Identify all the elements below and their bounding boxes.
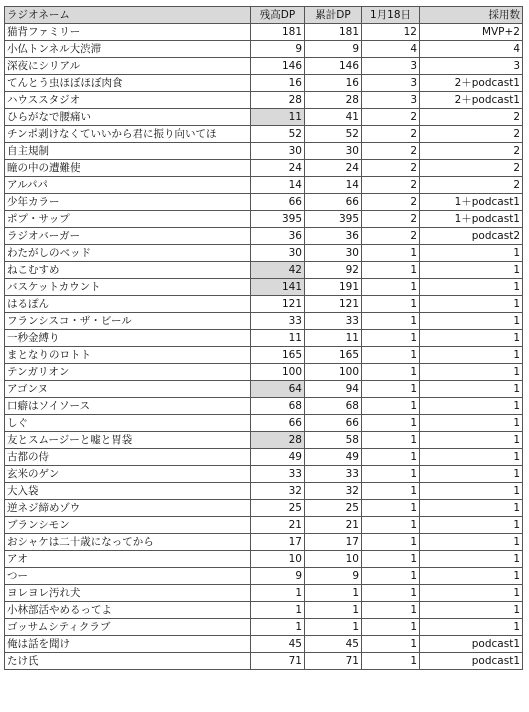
table-row: [5, 279, 523, 296]
table-row: [5, 228, 523, 245]
jan18-cell: 1: [362, 483, 420, 500]
balance-dp-cell: 181: [251, 24, 305, 41]
name-cell: ポプ・サップ: [5, 211, 251, 228]
total-dp-cell: 68: [305, 398, 362, 415]
table-row: [5, 364, 523, 381]
total-dp-cell: 11: [305, 330, 362, 347]
balance-dp-cell: 24: [251, 160, 305, 177]
name-cell: ゴッサムシティクラブ: [5, 619, 251, 636]
table-row: [5, 58, 523, 75]
balance-dp-cell: 68: [251, 398, 305, 415]
balance-dp-cell: 141: [251, 279, 305, 296]
table-row: [5, 296, 523, 313]
jan18-cell: 1: [362, 279, 420, 296]
jan18-cell: 1: [362, 602, 420, 619]
adopted-count-cell: 1: [420, 500, 523, 517]
table-row: [5, 585, 523, 602]
balance-dp-cell: 52: [251, 126, 305, 143]
name-cell: ハウススタジオ: [5, 92, 251, 109]
jan18-cell: 1: [362, 364, 420, 381]
total-dp-cell: 33: [305, 313, 362, 330]
jan18-cell: 1: [362, 296, 420, 313]
balance-dp-cell: 1: [251, 619, 305, 636]
adopted-count-cell: 1: [420, 449, 523, 466]
table-row: [5, 109, 523, 126]
adopted-count-cell: 1: [420, 517, 523, 534]
jan18-cell: 1: [362, 381, 420, 398]
name-cell: わたがしのベッド: [5, 245, 251, 262]
adopted-count-cell: 1: [420, 534, 523, 551]
table-row: [5, 517, 523, 534]
table-row: [5, 177, 523, 194]
name-cell: 猫背ファミリー: [5, 24, 251, 41]
adopted-count-cell: 1: [420, 279, 523, 296]
adopted-count-cell: 1: [420, 262, 523, 279]
name-cell: フランシスコ・ザ・ビール: [5, 313, 251, 330]
name-cell: 古都の侍: [5, 449, 251, 466]
adopted-count-cell: 1: [420, 245, 523, 262]
jan18-cell: 1: [362, 636, 420, 653]
adopted-count-cell: 2: [420, 177, 523, 194]
total-dp-cell: 181: [305, 24, 362, 41]
balance-dp-cell: 395: [251, 211, 305, 228]
balance-dp-cell: 11: [251, 109, 305, 126]
jan18-cell: 1: [362, 245, 420, 262]
total-dp-cell: 66: [305, 415, 362, 432]
balance-dp-cell: 10: [251, 551, 305, 568]
total-dp-cell: 30: [305, 143, 362, 160]
adopted-count-cell: 1: [420, 551, 523, 568]
total-dp-cell: 52: [305, 126, 362, 143]
balance-dp-cell: 66: [251, 194, 305, 211]
jan18-cell: 4: [362, 41, 420, 58]
balance-dp-cell: 16: [251, 75, 305, 92]
adopted-count-cell: 4: [420, 41, 523, 58]
total-dp-cell: 66: [305, 194, 362, 211]
name-cell: 小林部活やめるってよ: [5, 602, 251, 619]
total-dp-cell: 21: [305, 517, 362, 534]
balance-dp-cell: 45: [251, 636, 305, 653]
table-row: [5, 262, 523, 279]
balance-dp-cell: 28: [251, 92, 305, 109]
jan18-cell: 1: [362, 398, 420, 415]
name-cell: ラジオバーガー: [5, 228, 251, 245]
table-row: [5, 466, 523, 483]
jan18-cell: 1: [362, 330, 420, 347]
header-jan18: 1月18日: [362, 7, 420, 24]
name-cell: つー: [5, 568, 251, 585]
jan18-cell: 1: [362, 551, 420, 568]
name-cell: バスケットカウント: [5, 279, 251, 296]
total-dp-cell: 14: [305, 177, 362, 194]
adopted-count-cell: 3: [420, 58, 523, 75]
table-row: [5, 92, 523, 109]
name-cell: 深夜にシリアル: [5, 58, 251, 75]
table-row: [5, 330, 523, 347]
jan18-cell: 1: [362, 568, 420, 585]
balance-dp-cell: 14: [251, 177, 305, 194]
total-dp-cell: 41: [305, 109, 362, 126]
adopted-count-cell: 1: [420, 296, 523, 313]
balance-dp-cell: 36: [251, 228, 305, 245]
table-row: [5, 551, 523, 568]
jan18-cell: 1: [362, 347, 420, 364]
total-dp-cell: 94: [305, 381, 362, 398]
total-dp-cell: 191: [305, 279, 362, 296]
jan18-cell: 2: [362, 109, 420, 126]
total-dp-cell: 32: [305, 483, 362, 500]
jan18-cell: 1: [362, 517, 420, 534]
jan18-cell: 2: [362, 228, 420, 245]
table-row: [5, 483, 523, 500]
table-row: [5, 211, 523, 228]
total-dp-cell: 1: [305, 619, 362, 636]
table-row: [5, 432, 523, 449]
jan18-cell: 12: [362, 24, 420, 41]
name-cell: チンポ剥けなくていいから君に振り向いてほ: [5, 126, 251, 143]
adopted-count-cell: 1: [420, 381, 523, 398]
balance-dp-cell: 25: [251, 500, 305, 517]
jan18-cell: 1: [362, 653, 420, 670]
balance-dp-cell: 9: [251, 41, 305, 58]
total-dp-cell: 49: [305, 449, 362, 466]
balance-dp-cell: 28: [251, 432, 305, 449]
table-row: [5, 381, 523, 398]
table-row: [5, 313, 523, 330]
name-cell: はるぽん: [5, 296, 251, 313]
adopted-count-cell: podcast1: [420, 636, 523, 653]
jan18-cell: 3: [362, 75, 420, 92]
table-row: [5, 245, 523, 262]
table-row: [5, 619, 523, 636]
total-dp-cell: 24: [305, 160, 362, 177]
table-row: [5, 534, 523, 551]
name-cell: てんとう虫ほぼほぼ肉食: [5, 75, 251, 92]
total-dp-cell: 1: [305, 585, 362, 602]
total-dp-cell: 395: [305, 211, 362, 228]
balance-dp-cell: 64: [251, 381, 305, 398]
name-cell: ブランシモン: [5, 517, 251, 534]
total-dp-cell: 121: [305, 296, 362, 313]
balance-dp-cell: 33: [251, 313, 305, 330]
jan18-cell: 1: [362, 262, 420, 279]
balance-dp-cell: 17: [251, 534, 305, 551]
name-cell: 瞳の中の遭難使: [5, 160, 251, 177]
balance-dp-cell: 165: [251, 347, 305, 364]
name-cell: テンガリオン: [5, 364, 251, 381]
header-balance-dp: 残高DP: [251, 7, 305, 24]
name-cell: まとなりのロトト: [5, 347, 251, 364]
total-dp-cell: 45: [305, 636, 362, 653]
radio-name-table: [4, 6, 523, 670]
adopted-count-cell: 1: [420, 585, 523, 602]
jan18-cell: 2: [362, 160, 420, 177]
name-cell: アルパパ: [5, 177, 251, 194]
name-cell: ねこむすめ: [5, 262, 251, 279]
balance-dp-cell: 146: [251, 58, 305, 75]
total-dp-cell: 71: [305, 653, 362, 670]
name-cell: 少年カラー: [5, 194, 251, 211]
total-dp-cell: 9: [305, 41, 362, 58]
jan18-cell: 2: [362, 194, 420, 211]
balance-dp-cell: 30: [251, 143, 305, 160]
balance-dp-cell: 11: [251, 330, 305, 347]
jan18-cell: 1: [362, 619, 420, 636]
total-dp-cell: 100: [305, 364, 362, 381]
adopted-count-cell: 2: [420, 160, 523, 177]
adopted-count-cell: 1＋podcast1: [420, 194, 523, 211]
adopted-count-cell: podcast2: [420, 228, 523, 245]
name-cell: 口癖はソイソース: [5, 398, 251, 415]
balance-dp-cell: 21: [251, 517, 305, 534]
name-cell: アオ: [5, 551, 251, 568]
jan18-cell: 3: [362, 58, 420, 75]
name-cell: アゴンヌ: [5, 381, 251, 398]
adopted-count-cell: 2＋podcast1: [420, 92, 523, 109]
adopted-count-cell: 1: [420, 602, 523, 619]
name-cell: おシャケは二十歳になってから: [5, 534, 251, 551]
table-row: [5, 160, 523, 177]
jan18-cell: 1: [362, 449, 420, 466]
balance-dp-cell: 66: [251, 415, 305, 432]
name-cell: たけ氏: [5, 653, 251, 670]
total-dp-cell: 58: [305, 432, 362, 449]
jan18-cell: 1: [362, 415, 420, 432]
adopted-count-cell: 2＋podcast1: [420, 75, 523, 92]
adopted-count-cell: 1: [420, 483, 523, 500]
name-cell: 友とスムージーと嘘と胃袋: [5, 432, 251, 449]
jan18-cell: 3: [362, 92, 420, 109]
jan18-cell: 1: [362, 500, 420, 517]
adopted-count-cell: 1: [420, 347, 523, 364]
jan18-cell: 1: [362, 432, 420, 449]
name-cell: ヨレヨレ汚れ犬: [5, 585, 251, 602]
balance-dp-cell: 30: [251, 245, 305, 262]
adopted-count-cell: 1: [420, 330, 523, 347]
adopted-count-cell: 1: [420, 466, 523, 483]
total-dp-cell: 10: [305, 551, 362, 568]
adopted-count-cell: 1: [420, 364, 523, 381]
balance-dp-cell: 9: [251, 568, 305, 585]
total-dp-cell: 17: [305, 534, 362, 551]
adopted-count-cell: 1＋podcast1: [420, 211, 523, 228]
table-row: [5, 75, 523, 92]
table-row: [5, 24, 523, 41]
total-dp-cell: 36: [305, 228, 362, 245]
balance-dp-cell: 32: [251, 483, 305, 500]
header-adopted-count: 採用数: [420, 7, 523, 24]
adopted-count-cell: 1: [420, 432, 523, 449]
total-dp-cell: 146: [305, 58, 362, 75]
table-row: [5, 126, 523, 143]
total-dp-cell: 92: [305, 262, 362, 279]
jan18-cell: 2: [362, 143, 420, 160]
header-radio-name: ラジオネーム: [5, 7, 251, 24]
name-cell: 逆ネジ締めゾウ: [5, 500, 251, 517]
balance-dp-cell: 33: [251, 466, 305, 483]
jan18-cell: 2: [362, 126, 420, 143]
jan18-cell: 1: [362, 313, 420, 330]
balance-dp-cell: 1: [251, 585, 305, 602]
table-row: [5, 143, 523, 160]
total-dp-cell: 28: [305, 92, 362, 109]
table-row: [5, 347, 523, 364]
name-cell: 大入袋: [5, 483, 251, 500]
table-row: [5, 41, 523, 58]
adopted-count-cell: MVP+2: [420, 24, 523, 41]
balance-dp-cell: 121: [251, 296, 305, 313]
balance-dp-cell: 1: [251, 602, 305, 619]
jan18-cell: 2: [362, 211, 420, 228]
adopted-count-cell: podcast1: [420, 653, 523, 670]
table-row: [5, 636, 523, 653]
adopted-count-cell: 1: [420, 568, 523, 585]
table-row: [5, 449, 523, 466]
name-cell: 小仏トンネル大渋滞: [5, 41, 251, 58]
name-cell: 玄米のゲン: [5, 466, 251, 483]
header-row: [5, 7, 523, 24]
total-dp-cell: 16: [305, 75, 362, 92]
balance-dp-cell: 42: [251, 262, 305, 279]
adopted-count-cell: 2: [420, 109, 523, 126]
name-cell: ひらがなで腰痛い: [5, 109, 251, 126]
adopted-count-cell: 1: [420, 415, 523, 432]
jan18-cell: 2: [362, 177, 420, 194]
table-row: [5, 602, 523, 619]
balance-dp-cell: 100: [251, 364, 305, 381]
adopted-count-cell: 2: [420, 143, 523, 160]
table-row: [5, 653, 523, 670]
total-dp-cell: 33: [305, 466, 362, 483]
adopted-count-cell: 1: [420, 398, 523, 415]
table-row: [5, 194, 523, 211]
table-row: [5, 415, 523, 432]
header-total-dp: 累計DP: [305, 7, 362, 24]
jan18-cell: 1: [362, 534, 420, 551]
jan18-cell: 1: [362, 466, 420, 483]
name-cell: 俺は話を聞け: [5, 636, 251, 653]
total-dp-cell: 25: [305, 500, 362, 517]
balance-dp-cell: 49: [251, 449, 305, 466]
total-dp-cell: 1: [305, 602, 362, 619]
name-cell: 自主規制: [5, 143, 251, 160]
jan18-cell: 1: [362, 585, 420, 602]
balance-dp-cell: 71: [251, 653, 305, 670]
total-dp-cell: 30: [305, 245, 362, 262]
table-row: [5, 568, 523, 585]
adopted-count-cell: 1: [420, 619, 523, 636]
total-dp-cell: 165: [305, 347, 362, 364]
adopted-count-cell: 2: [420, 126, 523, 143]
name-cell: しぐ: [5, 415, 251, 432]
name-cell: 一秒金縛り: [5, 330, 251, 347]
table-row: [5, 500, 523, 517]
total-dp-cell: 9: [305, 568, 362, 585]
table-row: [5, 398, 523, 415]
adopted-count-cell: 1: [420, 313, 523, 330]
